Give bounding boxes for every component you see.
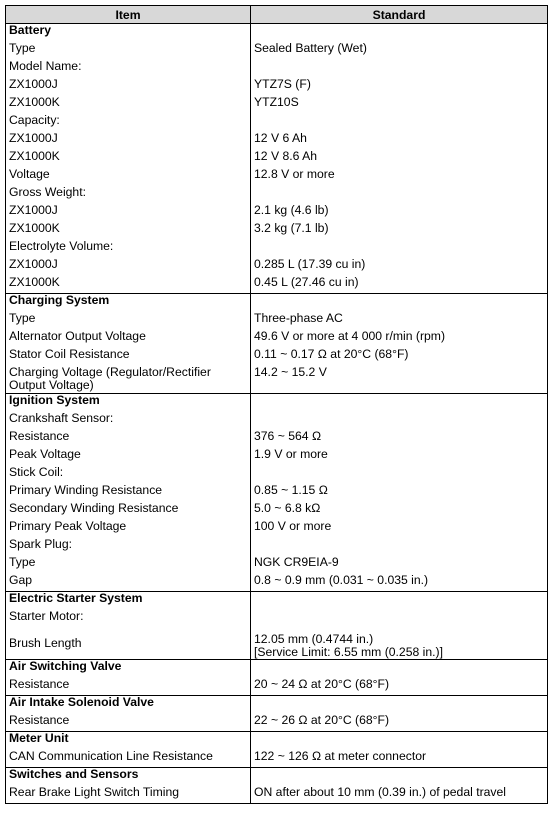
group-header-row (6, 592, 548, 610)
spec-row (6, 186, 548, 204)
standard-value (251, 114, 548, 132)
standard-column-header: Standard (251, 6, 548, 24)
item-label: Brush Length (6, 628, 251, 660)
spec-row (6, 222, 548, 240)
standard-value: ON after about 10 mm (0.39 in.) of pedal travel (251, 786, 548, 804)
spec-row (6, 786, 548, 804)
item-label: Primary Winding Resistance (6, 484, 251, 502)
spec-row (6, 366, 548, 394)
item-label: Electrolyte Volume: (6, 240, 251, 258)
standard-value: 3.2 kg (7.1 lb) (251, 222, 548, 240)
spec-row (6, 240, 548, 258)
group-title-value-cell (251, 294, 548, 312)
spec-row (6, 538, 548, 556)
item-label: ZX1000J (6, 78, 251, 96)
standard-value (251, 628, 548, 660)
spec-row (6, 610, 548, 628)
standard-value-line: 12.05 mm (0.4744 in.) (254, 632, 374, 646)
item-label: Alternator Output Voltage (6, 330, 251, 348)
standard-value (251, 538, 548, 556)
item-label: Resistance (6, 714, 251, 732)
group-title-value-cell (251, 394, 548, 412)
group-header-row (6, 24, 548, 42)
group-ignition-system (6, 394, 548, 592)
standard-value: 22 ~ 26 Ω at 20°C (68°F) (251, 714, 548, 732)
item-label: Starter Motor: (6, 610, 251, 628)
item-column-header: Item (6, 6, 251, 24)
group-switches-and-sensors (6, 768, 548, 804)
item-label: ZX1000J (6, 204, 251, 222)
standard-value: 12 V 6 Ah (251, 132, 548, 150)
item-label: Charging Voltage (Regulator/Rectifier Output Voltage) (6, 366, 251, 394)
item-label: Resistance (6, 430, 251, 448)
spec-row (6, 466, 548, 484)
item-label: Type (6, 42, 251, 60)
item-label: Secondary Winding Resistance (6, 502, 251, 520)
item-label: ZX1000K (6, 276, 251, 294)
item-label: Gross Weight: (6, 186, 251, 204)
standard-value: YTZ7S (F) (251, 78, 548, 96)
standard-value: 20 ~ 24 Ω at 20°C (68°F) (251, 678, 548, 696)
spec-row (6, 168, 548, 186)
standard-value: 100 V or more (251, 520, 548, 538)
standard-value: 0.85 ~ 1.15 Ω (251, 484, 548, 502)
standard-value (251, 466, 548, 484)
group-air-intake-solenoid-valve (6, 696, 548, 732)
spec-row (6, 204, 548, 222)
item-label: Peak Voltage (6, 448, 251, 466)
group-title: Air Switching Valve (6, 660, 251, 678)
item-label: Stick Coil: (6, 466, 251, 484)
spec-row (6, 448, 548, 466)
standard-value: 376 ~ 564 Ω (251, 430, 548, 448)
standard-value: YTZ10S (251, 96, 548, 114)
standard-value (251, 240, 548, 258)
spec-row (6, 750, 548, 768)
item-label: Primary Peak Voltage (6, 520, 251, 538)
standard-value: 12 V 8.6 Ah (251, 150, 548, 168)
group-title-value-cell (251, 24, 548, 42)
standard-value (251, 60, 548, 78)
item-label: ZX1000J (6, 132, 251, 150)
standard-value: 2.1 kg (4.6 lb) (251, 204, 548, 222)
group-title: Air Intake Solenoid Valve (6, 696, 251, 714)
item-label: ZX1000K (6, 150, 251, 168)
group-electric-starter-system (6, 592, 548, 660)
spec-row (6, 502, 548, 520)
group-title-value-cell (251, 592, 548, 610)
spec-row (6, 520, 548, 538)
group-title-value-cell (251, 660, 548, 678)
spec-row (6, 412, 548, 430)
item-label: CAN Communication Line Resistance (6, 750, 251, 768)
group-title-value-cell (251, 768, 548, 786)
standard-value: Sealed Battery (Wet) (251, 42, 548, 60)
spec-row (6, 132, 548, 150)
spec-row (6, 330, 548, 348)
spec-row (6, 78, 548, 96)
spec-row (6, 484, 548, 502)
standard-value: 5.0 ~ 6.8 kΩ (251, 502, 548, 520)
spec-row (6, 556, 548, 574)
spec-row (6, 714, 548, 732)
header-row (6, 6, 548, 24)
standard-value (251, 186, 548, 204)
spec-row (6, 574, 548, 592)
spec-row (6, 150, 548, 168)
group-charging-system (6, 294, 548, 394)
item-label: Capacity: (6, 114, 251, 132)
item-label: Stator Coil Resistance (6, 348, 251, 366)
group-meter-unit (6, 732, 548, 768)
item-label: ZX1000K (6, 222, 251, 240)
group-header-row (6, 732, 548, 750)
spec-row (6, 348, 548, 366)
spec-row (6, 678, 548, 696)
spec-row (6, 258, 548, 276)
standard-value: NGK CR9EIA-9 (251, 556, 548, 574)
standard-value: Three-phase AC (251, 312, 548, 330)
standard-value: 49.6 V or more at 4 000 r/min (rpm) (251, 330, 548, 348)
group-title-value-cell (251, 696, 548, 714)
spec-row (6, 430, 548, 448)
spec-row (6, 114, 548, 132)
spec-row (6, 312, 548, 330)
group-title: Ignition System (6, 394, 251, 412)
standard-value: 1.9 V or more (251, 448, 548, 466)
service-limit-value: [Service Limit: 6.55 mm (0.258 in.)] (254, 645, 443, 659)
item-label: Type (6, 556, 251, 574)
group-air-switching-valve (6, 660, 548, 696)
standard-value: 0.285 L (17.39 cu in) (251, 258, 548, 276)
standard-value: 12.8 V or more (251, 168, 548, 186)
item-label: Spark Plug: (6, 538, 251, 556)
standard-value: 0.45 L (27.46 cu in) (251, 276, 548, 294)
group-title: Switches and Sensors (6, 768, 251, 786)
spec-row (6, 276, 548, 294)
item-label: Voltage (6, 168, 251, 186)
group-battery (6, 24, 548, 294)
spec-row (6, 96, 548, 114)
group-title: Electric Starter System (6, 592, 251, 610)
standard-value (251, 610, 548, 628)
group-title: Battery (6, 24, 251, 42)
standard-value (251, 412, 548, 430)
item-label: Type (6, 312, 251, 330)
item-label: ZX1000K (6, 96, 251, 114)
group-header-row (6, 768, 548, 786)
specification-table (5, 5, 548, 804)
spec-row (6, 42, 548, 60)
standard-value: 0.11 ~ 0.17 Ω at 20°C (68°F) (251, 348, 548, 366)
group-title: Charging System (6, 294, 251, 312)
item-label: Resistance (6, 678, 251, 696)
group-header-row (6, 660, 548, 678)
group-header-row (6, 696, 548, 714)
spec-row (6, 60, 548, 78)
item-label: Model Name: (6, 60, 251, 78)
standard-value: 0.8 ~ 0.9 mm (0.031 ~ 0.035 in.) (251, 574, 548, 592)
group-title: Meter Unit (6, 732, 251, 750)
standard-value: 14.2 ~ 15.2 V (251, 366, 548, 394)
item-label: Rear Brake Light Switch Timing (6, 786, 251, 804)
item-label: ZX1000J (6, 258, 251, 276)
item-label: Crankshaft Sensor: (6, 412, 251, 430)
standard-value: 122 ~ 126 Ω at meter connector (251, 750, 548, 768)
group-title-value-cell (251, 732, 548, 750)
item-label: Gap (6, 574, 251, 592)
group-header-row (6, 294, 548, 312)
spec-row (6, 628, 548, 660)
group-header-row (6, 394, 548, 412)
